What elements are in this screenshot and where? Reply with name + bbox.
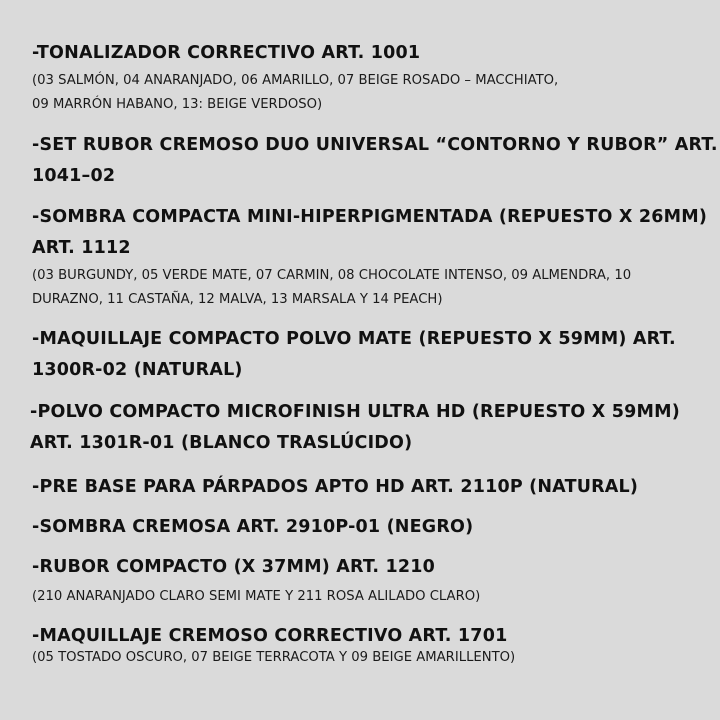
- product-item-set-rubor: [32, 130, 718, 192]
- product-title-line: -SOMBRA COMPACTA MINI-HIPERPIGMENTADA (REPUESTO X 26MM): [32, 207, 708, 227]
- product-detail: [32, 264, 692, 312]
- product-detail-line: (03 BURGUNDY, 05 VERDE MATE, 07 CARMIN, 08 CHOCOLATE INTENSO, 09 ALMENDRA, 10: [32, 268, 632, 283]
- product-item-polvo-compacto: [30, 397, 690, 459]
- product-title-line: -POLVO COMPACTO MICROFINISH ULTRA HD (REPUESTO X 59MM): [30, 402, 680, 422]
- product-title: [30, 397, 690, 459]
- product-title-line: -TONALIZADOR CORRECTIVO ART. 1001: [32, 43, 421, 63]
- product-item-maquillaje-compacto: [32, 324, 692, 386]
- product-title: [32, 202, 708, 264]
- product-detail-line: (210 ANARANJADO CLARO SEMI MATE Y 211 ROSA ALILADO CLARO): [32, 589, 481, 604]
- product-title: [32, 552, 692, 583]
- product-title: [32, 472, 692, 503]
- product-detail: [32, 646, 692, 670]
- product-item-pre-base: [32, 472, 692, 503]
- product-item-rubor-compacto: [32, 552, 692, 609]
- product-detail-line: 09 MARRÓN HABANO, 13: BEIGE VERDOSO): [32, 97, 323, 112]
- product-title-line: ART. 1112: [32, 238, 131, 258]
- product-title-line: 1300R-02 (NATURAL): [32, 360, 243, 380]
- product-item-sombra-cremosa: [32, 512, 692, 543]
- product-detail-line: (03 SALMÓN, 04 ANARANJADO, 06 AMARILLO, 07 BEIGE ROSADO – MACCHIATO,: [32, 73, 559, 88]
- product-detail-line: (05 TOSTADO OSCURO, 07 BEIGE TERRACOTA Y 09 BEIGE AMARILLENTO): [32, 650, 516, 665]
- product-item-tonalizador: [32, 38, 692, 117]
- product-title: [32, 512, 692, 543]
- product-detail-line: DURAZNO, 11 CASTAÑA, 12 MALVA, 13 MARSALA Y 14 PEACH): [32, 292, 443, 307]
- product-title: [32, 324, 692, 386]
- product-title-line: -MAQUILLAJE COMPACTO POLVO MATE (REPUESTO X 59MM) ART.: [32, 329, 676, 349]
- product-title-line: -RUBOR COMPACTO (X 37MM) ART. 1210: [32, 557, 435, 577]
- product-title: [32, 38, 692, 69]
- product-title-line: -PRE BASE PARA PÁRPADOS APTO HD ART. 2110P (NATURAL): [32, 477, 639, 497]
- product-title: [32, 130, 718, 192]
- product-title-line: 1041–02: [32, 166, 116, 186]
- product-detail: [32, 585, 692, 609]
- product-item-maquillaje-cremoso: [32, 621, 692, 670]
- product-title-line: ART. 1301R-01 (BLANCO TRASLÚCIDO): [30, 433, 413, 453]
- product-title-line: -MAQUILLAJE CREMOSO CORRECTIVO ART. 1701: [32, 626, 508, 646]
- product-item-sombra-compacta: [32, 202, 708, 312]
- product-title-line: -SOMBRA CREMOSA ART. 2910P-01 (NEGRO): [32, 517, 474, 537]
- product-title-line: -SET RUBOR CREMOSO DUO UNIVERSAL “CONTORNO Y RUBOR” ART.: [32, 135, 718, 155]
- product-detail: [32, 69, 692, 117]
